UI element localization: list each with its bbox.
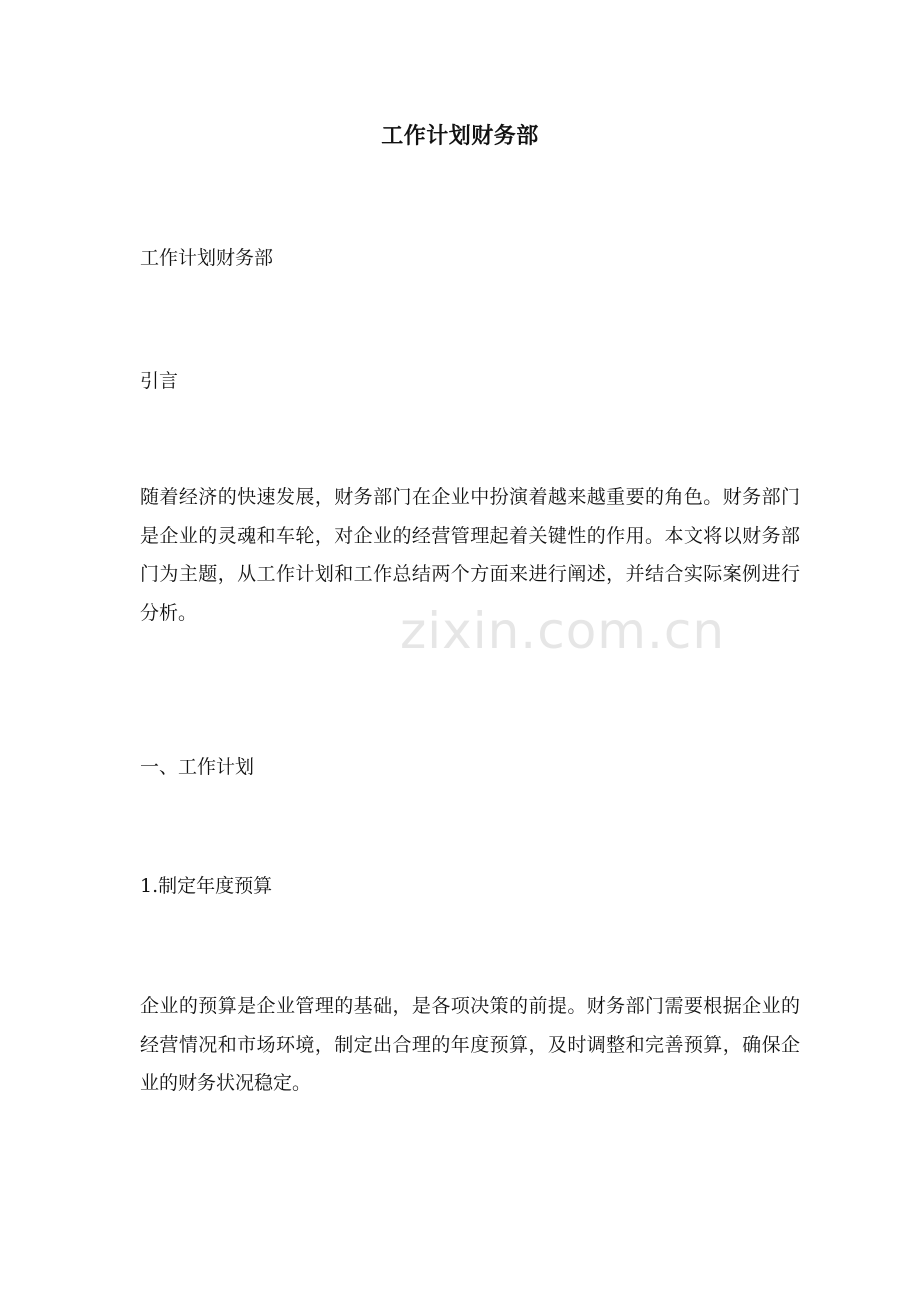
watermark: zixin.com.cn [400,602,726,660]
section-1-heading: 一、工作计划 [140,756,255,778]
document-subtitle: 工作计划财务部 [140,247,274,269]
intro-heading: 引言 [140,370,179,392]
subsection-1-heading: 1.制定年度预算 [140,875,273,897]
document-title: 工作计划财务部 [381,123,539,149]
subsection-1-paragraph: 企业的预算是企业管理的基础，是各项决策的前提。财务部门需要根据企业的经营情况和市场环境，制定出合理的年度预算，及时调整和完善预算，确保企业的财务状况稳定。 [140,995,800,1094]
intro-paragraph: 随着经济的快速发展，财务部门在企业中扮演着越来越重要的角色。财务部门是企业的灵魂和车轮，对企业的经营管理起着关键性的作用。本文将以财务部门为主题，从工作计划和工作总结两个方面来进行阐述，并结合实际案例进行分析。 [140,486,800,624]
